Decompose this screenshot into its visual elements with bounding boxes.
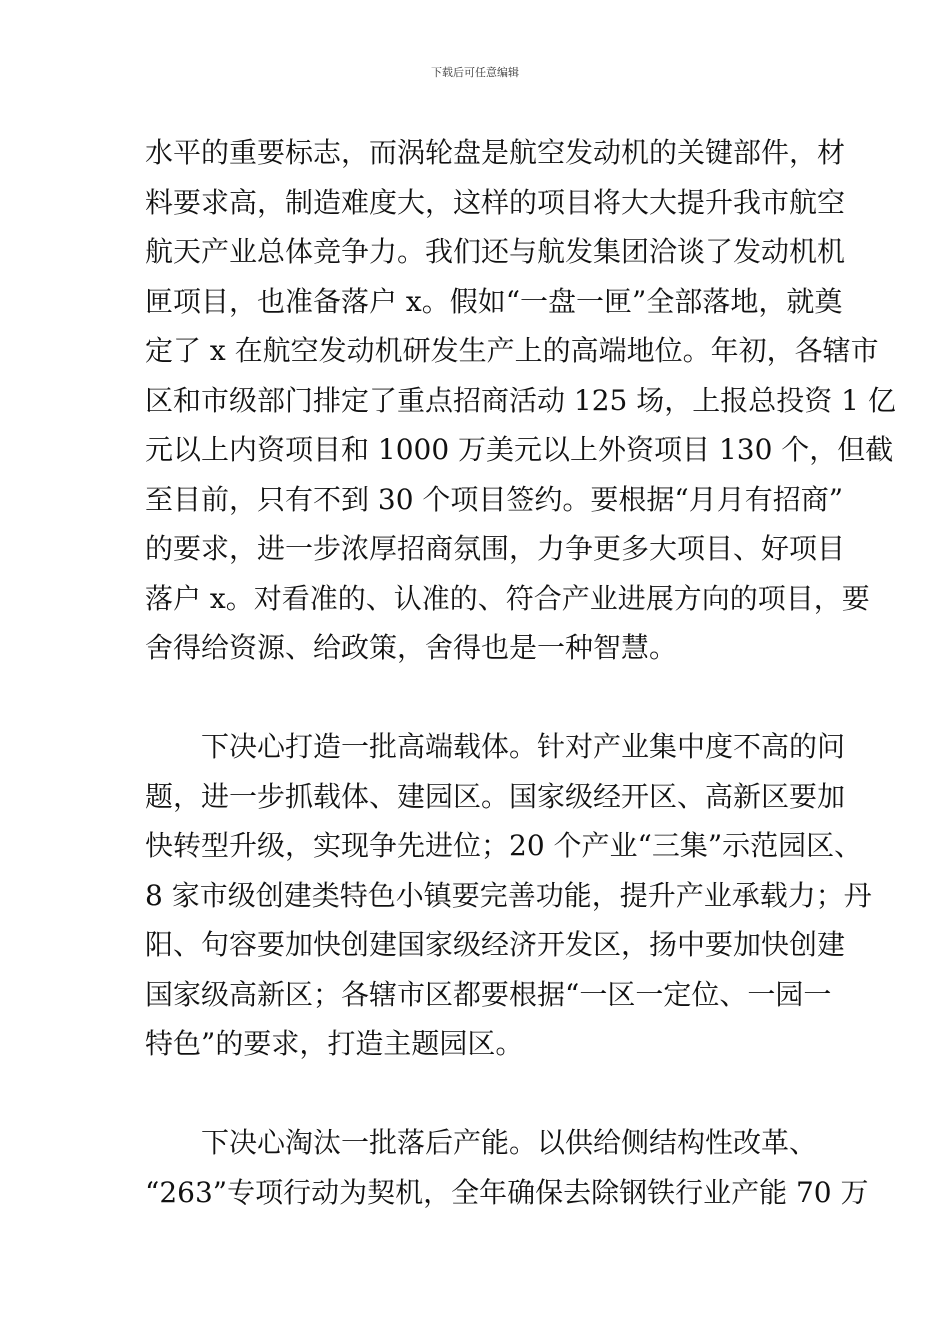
- text-line: 的要求，进一步浓厚招商氛围，力争更多大项目、好项目: [145, 532, 846, 565]
- paragraph-3: [145, 1118, 869, 1217]
- text-line: “263”专项行动为契机，全年确保去除钢铁行业产能 70 万: [145, 1175, 869, 1209]
- text-line: 至目前，只有不到 30 个项目签约。要根据“月月有招商”: [145, 482, 844, 516]
- text-line: 国家级高新区；各辖市区都要根据“一区一定位、一园一: [145, 977, 832, 1011]
- text-line: 题，进一步抓载体、建园区。国家级经开区、高新区要加: [145, 779, 846, 813]
- text-line: 落户 x。对看准的、认准的、符合产业进展方向的项目，要: [145, 581, 870, 615]
- text-line: 元以上内资项目和 1000 万美元以上外资项目 130 个，但截: [145, 433, 894, 466]
- text-line: 料要求高，制造难度大，这样的项目将大大提升我市航空: [145, 185, 846, 219]
- text-line: 舍得给资源、给政策，舍得也是一种智慧。: [145, 631, 678, 664]
- document-body: [145, 128, 896, 1217]
- paragraph-1: [145, 128, 896, 673]
- paragraph-spacer: [145, 673, 815, 723]
- text-line: 阳、句容要加快创建国家级经济开发区，扬中要加快创建: [145, 928, 846, 961]
- text-line: 快转型升级，实现争先进位；20 个产业“三集”示范园区、: [145, 829, 863, 862]
- text-line: 区和市级部门排定了重点招商活动 125 场，上报总投资 1 亿: [145, 383, 896, 417]
- text-line: 下决心打造一批高端载体。针对产业集中度不高的问: [201, 730, 846, 763]
- text-line: 下决心淘汰一批落后产能。以供给侧结构性改革、: [201, 1126, 818, 1159]
- text-line: 定了 x 在航空发动机研发生产上的高端地位。年初，各辖市: [145, 334, 879, 367]
- text-line: 航天产业总体竞争力。我们还与航发集团洽谈了发动机机: [145, 235, 846, 268]
- text-line: 水平的重要标志，而涡轮盘是航空发动机的关键部件，材: [145, 136, 846, 169]
- paragraph-spacer: [145, 1069, 815, 1119]
- text-line: 8 家市级创建类特色小镇要完善功能，提升产业承载力；丹: [145, 878, 872, 912]
- page-header-note: 下载后可任意编辑: [431, 66, 519, 79]
- text-line: 特色”的要求，打造主题园区。: [145, 1027, 524, 1060]
- text-line: 匣项目，也准备落户 x。假如“一盘一匣”全部落地，就奠: [145, 284, 843, 318]
- paragraph-2: [145, 722, 872, 1069]
